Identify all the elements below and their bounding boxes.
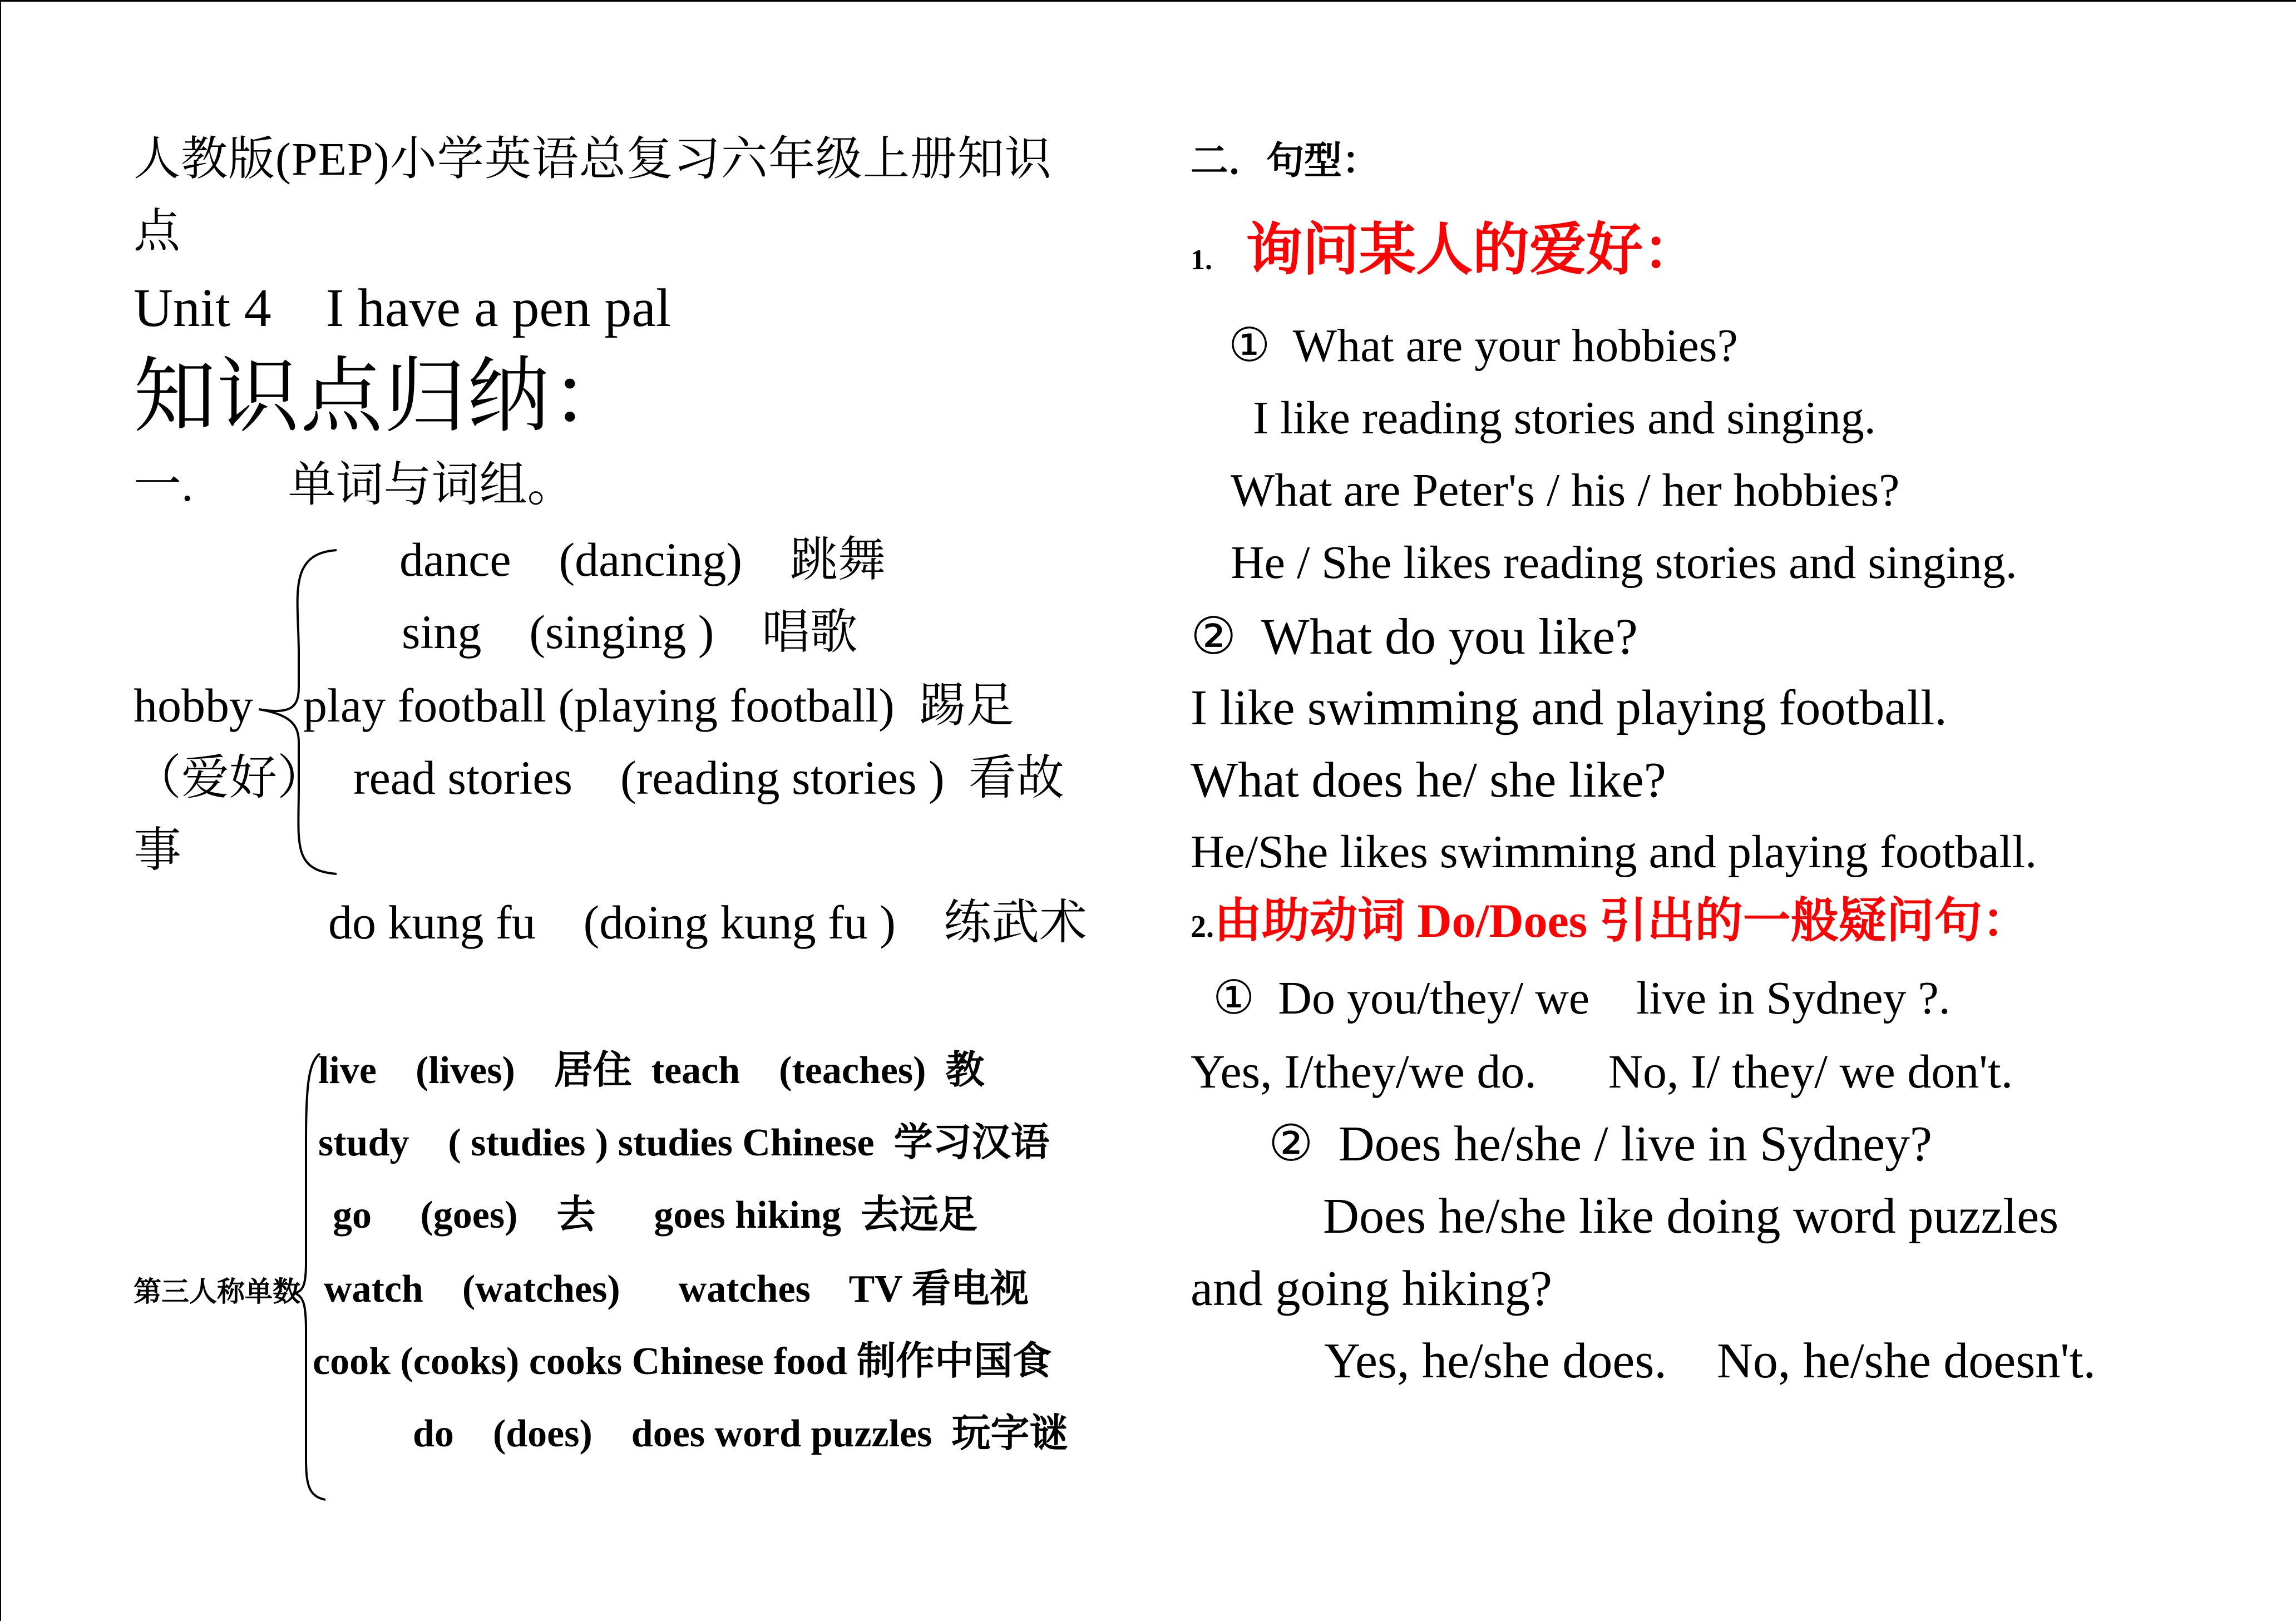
hobby-item-read-stories: read stories (reading stories ) 看故 xyxy=(353,751,1064,804)
verb-item-do: do (does) does word puzzles 玩字谜 xyxy=(413,1412,1069,1455)
pattern-one-number: 1. xyxy=(1191,244,1212,276)
hobby-item-kung-fu: do kung fu (doing kung fu ) 练武术 xyxy=(328,896,1087,949)
pattern-one-line: ② What do you like? xyxy=(1191,608,1638,665)
pattern-two-heading xyxy=(1191,894,2030,947)
section-one-label: 单词与词组。 xyxy=(288,458,575,511)
verb-item-watch: watch (watches) watches TV 看电视 xyxy=(324,1268,1029,1311)
third-person-label: 第三人称单数 xyxy=(134,1276,300,1307)
verb-item-study: study ( studies ) studies Chinese 学习汉语 xyxy=(318,1121,1050,1164)
verb-item-cook: cook (cooks) cooks Chinese food 制作中国食 xyxy=(313,1340,1052,1383)
pattern-one-line: What does he/ she like? xyxy=(1191,753,1666,808)
hobby-item-dance: dance (dancing) 跳舞 xyxy=(399,533,886,586)
section-two-heading: 二．句型： xyxy=(1191,140,1380,182)
pattern-two-number: 2. xyxy=(1191,910,1214,944)
section-one-number: 一. xyxy=(134,458,194,511)
hobby-label: hobby xyxy=(134,679,253,732)
section-one-heading xyxy=(134,458,575,511)
pattern-one-line: He / She likes reading stories and singing. xyxy=(1231,537,2017,589)
pattern-two-line: Yes, he/she does. No, he/she doesn't. xyxy=(1324,1333,2096,1388)
pattern-one-line: He/She likes swimming and playing football. xyxy=(1191,826,2037,878)
pattern-one-heading xyxy=(1191,219,1700,282)
pattern-two-line: Yes, I/they/we do. No, I/ they/ we don't. xyxy=(1191,1045,2013,1098)
pattern-two-line: and going hiking? xyxy=(1191,1261,1552,1316)
pattern-one-line: What are Peter's / his / her hobbies? xyxy=(1231,464,1900,516)
pattern-two-line: Does he/she like doing word puzzles xyxy=(1323,1189,2059,1244)
document-title: 人教版(PEP)小学英语总复习六年级上册知识 xyxy=(134,134,1052,185)
pattern-two-title-b: Do/Does xyxy=(1417,894,1588,947)
pattern-one-line: ① What are your hobbies? xyxy=(1228,320,1738,372)
document-title-continued: 点 xyxy=(134,206,181,258)
unit-title: Unit 4 I have a pen pal xyxy=(134,278,671,338)
pattern-two-line: ① Do you/they/ we live in Sydney ?. xyxy=(1213,972,1951,1024)
verb-item-live: live (lives) 居住 teach (teaches) 教 xyxy=(318,1049,985,1092)
hobby-item-sing: sing (singing ) 唱歌 xyxy=(402,605,858,659)
hobby-label-cn: （爱好） xyxy=(134,751,325,804)
pattern-two-line: ② Does he/she / live in Sydney? xyxy=(1268,1116,1932,1172)
hobby-item-read-stories-cont: 事 xyxy=(134,823,181,877)
pattern-two-title-c: 引出的一般疑问句： xyxy=(1587,894,2030,947)
pattern-one-line: I like swimming and playing football. xyxy=(1191,680,1947,735)
hobby-item-play-football: play football (playing football) 踢足 xyxy=(303,679,1014,732)
verb-item-go: go (goes) 去 goes hiking 去远足 xyxy=(333,1194,977,1237)
pattern-one-line: I like reading stories and singing. xyxy=(1253,392,1876,444)
pattern-two-title-a: 由助动词 xyxy=(1214,894,1418,947)
summary-heading: 知识点归纳： xyxy=(134,352,634,443)
pattern-one-title: 询问某人的爱好： xyxy=(1246,219,1700,282)
